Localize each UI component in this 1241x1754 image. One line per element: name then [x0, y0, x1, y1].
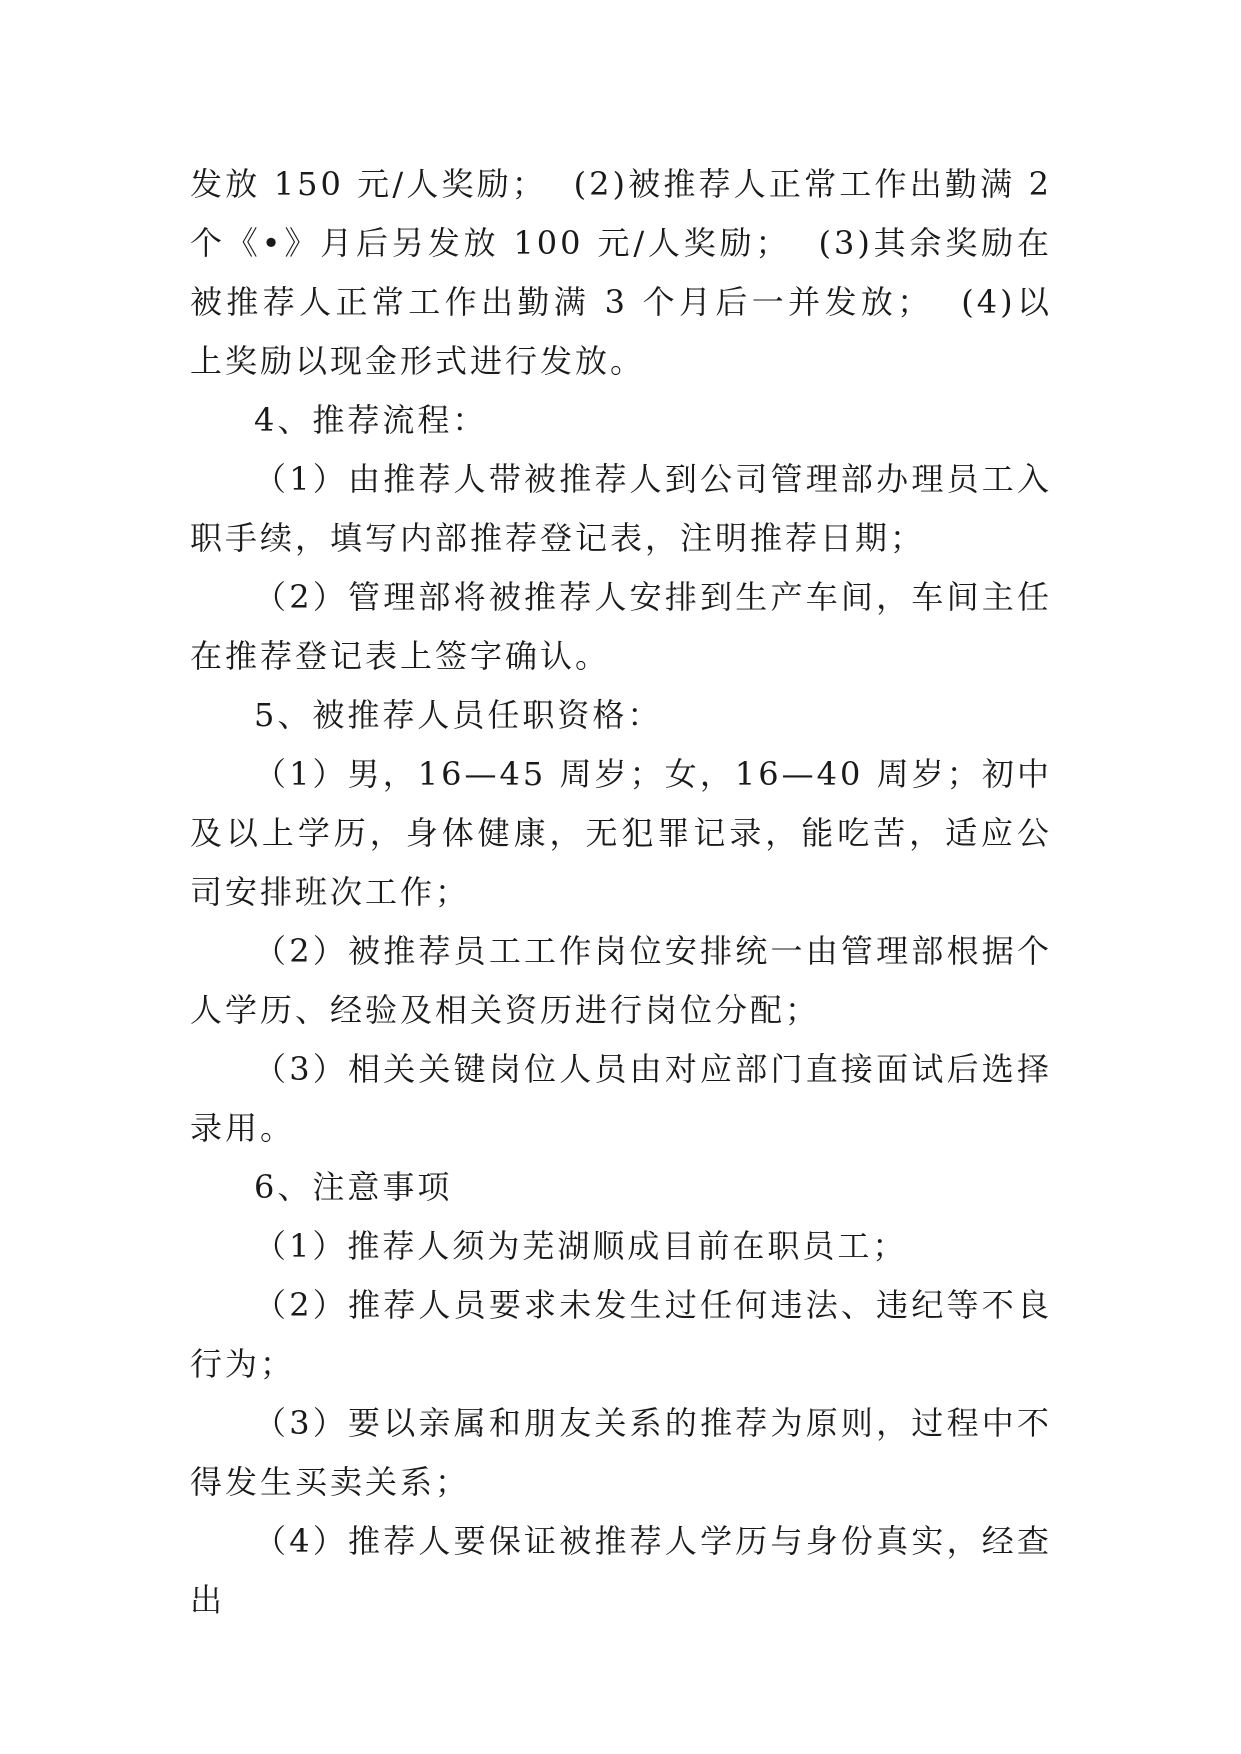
heading-notes: 6、注意事项	[254, 1168, 453, 1206]
paragraph-note-1: （1）推荐人须为芜湖顺成目前在职员工；	[254, 1227, 908, 1265]
paragraph-process-step-1: （1）由推荐人带被推荐人到公司管理部办理员工入职手续，填写内部推荐登记表，注明推荐日期；	[190, 460, 1052, 557]
paragraph-qualification-1: （1）男，16—45 周岁；女，16—40 周岁；初中及以上学历，身体健康，无犯罪记录，能吃苦，适应公司安排班次工作；	[190, 755, 1052, 911]
paragraph-qualification-3: （3）相关关键岗位人员由对应部门直接面试后选择录用。	[190, 1050, 1052, 1147]
document-body	[190, 155, 1066, 1630]
paragraph-reward-payment: 发放 150 元/人奖励； (2)被推荐人正常工作出勤满 2 个《•》月后另发放 100 元/人奖励； (3)其余奖励在被推荐人正常工作出勤满 3 个月后一并发放； (4)以上奖励以现金形式进行发放。	[190, 165, 1066, 380]
heading-referral-process: 4、推荐流程：	[254, 401, 488, 439]
paragraph-qualification-2: （2）被推荐员工工作岗位安排统一由管理部根据个人学历、经验及相关资历进行岗位分配；	[190, 932, 1052, 1029]
paragraph-note-2: （2）推荐人员要求未发生过任何违法、违纪等不良行为；	[190, 1286, 1052, 1383]
heading-qualifications: 5、被推荐人员任职资格：	[254, 696, 663, 734]
paragraph-note-4: （4）推荐人要保证被推荐人学历与身份真实，经查出	[190, 1522, 1052, 1619]
paragraph-note-3: （3）要以亲属和朋友关系的推荐为原则，过程中不得发生买卖关系；	[190, 1404, 1052, 1501]
paragraph-process-step-2: （2）管理部将被推荐人安排到生产车间，车间主任在推荐登记表上签字确认。	[190, 578, 1052, 675]
